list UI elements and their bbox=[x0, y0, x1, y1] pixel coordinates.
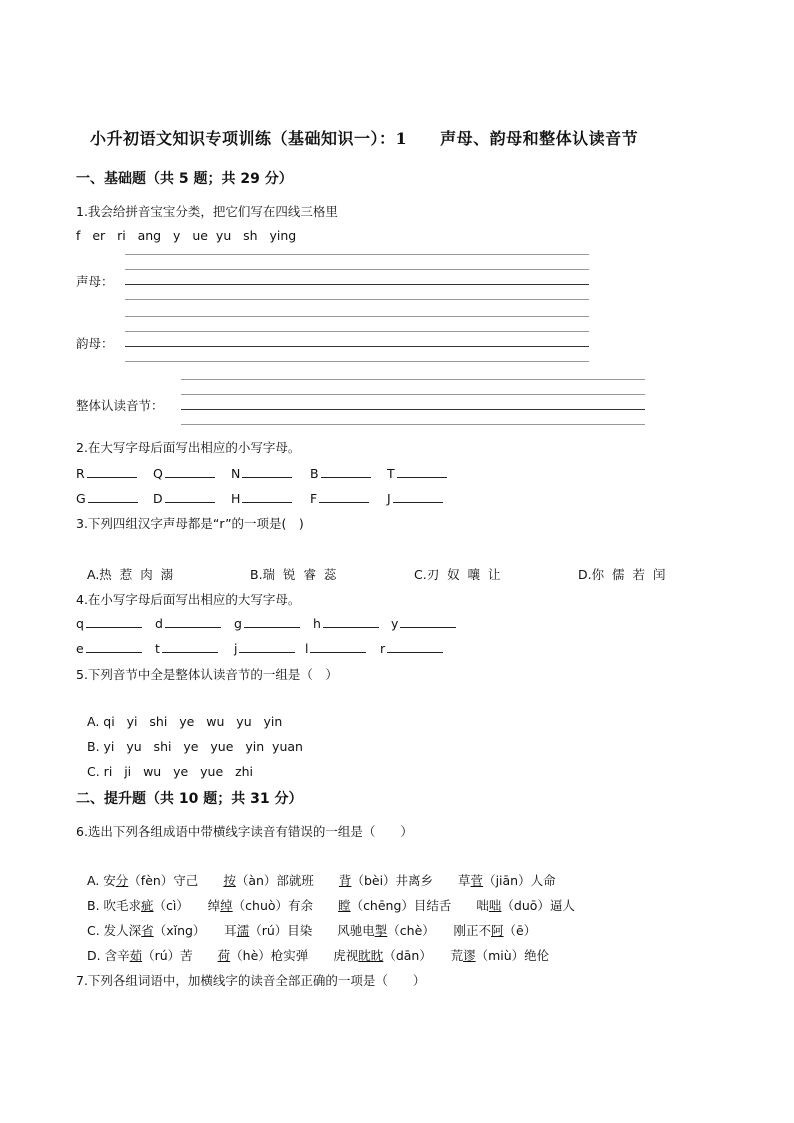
blank-item[interactable]: H bbox=[231, 490, 292, 506]
question-6-text: 6.选出下列各组成语中带横线字读音有错误的一组是（ ） bbox=[76, 824, 413, 839]
blank-item[interactable]: R bbox=[76, 465, 137, 481]
question-5-option-a[interactable]: A. qi yi shi ye wu yu yin bbox=[87, 714, 283, 729]
question-5-text: 5.下列音节中全是整体认读音节的一组是（ ） bbox=[76, 667, 338, 682]
question-2-text: 2.在大写字母后面写出相应的小写字母。 bbox=[76, 440, 301, 455]
question-3-option-c[interactable]: C.刃 奴 嚷 让 bbox=[414, 567, 501, 582]
label-shengmu: 声母： bbox=[76, 274, 114, 289]
blank-item[interactable]: T bbox=[387, 465, 447, 481]
blank-item[interactable]: J bbox=[387, 490, 443, 506]
section-heading-basic: 一、基础题（共 5 题；共 29 分） bbox=[76, 171, 293, 187]
question-6-option-b[interactable]: B. 吹毛求疵（cì） 绰绰（chuò）有余 瞠（chēng）目结舌 咄咄（duō）逼人 bbox=[87, 898, 575, 913]
blank-item[interactable]: G bbox=[76, 490, 138, 506]
blank-item[interactable]: h bbox=[313, 615, 379, 631]
blank-item[interactable]: D bbox=[153, 490, 215, 506]
label-yunmu: 韵母： bbox=[76, 336, 114, 351]
blank-item[interactable]: F bbox=[310, 490, 369, 506]
question-4-text: 4.在小写字母后面写出相应的大写字母。 bbox=[76, 592, 301, 607]
label-zhengti: 整体认读音节： bbox=[76, 398, 164, 413]
question-6-option-c[interactable]: C. 发人深省（xǐng） 耳濡（rú）目染 风驰电掣（chè） 刚正不阿（ē） bbox=[87, 923, 537, 938]
question-1-items: f er ri ang y ue yu sh ying bbox=[76, 228, 297, 243]
question-6-option-a[interactable]: A. 安分（fèn）守己 按（àn）部就班 背（bèi）井离乡 草菅（jiān）人命 bbox=[87, 873, 556, 888]
blank-item[interactable]: B bbox=[310, 465, 371, 481]
page-title: 小升初语文知识专项训练（基础知识一）：1 声母、韵母和整体认读音节 bbox=[90, 129, 639, 148]
blank-item[interactable]: q bbox=[76, 615, 142, 631]
blank-item[interactable]: t bbox=[155, 640, 218, 656]
blank-item[interactable]: e bbox=[76, 640, 142, 656]
question-1-text: 1.我会给拼音宝宝分类，把它们写在四线三格里 bbox=[76, 204, 338, 219]
question-7-text: 7.下列各组词语中，加横线字的读音全部正确的一项是（ ） bbox=[76, 973, 426, 988]
blank-item[interactable]: d bbox=[155, 615, 221, 631]
question-3-option-b[interactable]: B.瑞 锐 睿 蕊 bbox=[250, 567, 337, 582]
blank-item[interactable]: y bbox=[391, 615, 456, 631]
blank-item[interactable]: g bbox=[234, 615, 300, 631]
blank-item[interactable]: l bbox=[305, 640, 366, 656]
question-5-option-b[interactable]: B. yi yu shi ye yue yin yuan bbox=[87, 739, 303, 754]
blank-item[interactable]: Q bbox=[153, 465, 215, 481]
question-6-option-d[interactable]: D. 含辛茹（rú）苦 荷（hè）枪实弹 虎视眈眈（dān） 荒谬（miù）绝伦 bbox=[87, 948, 550, 963]
question-3-option-a[interactable]: A.热 惹 肉 溺 bbox=[87, 567, 174, 582]
question-3-option-d[interactable]: D.你 儒 若 闰 bbox=[578, 567, 666, 582]
blank-item[interactable]: r bbox=[380, 640, 443, 656]
blank-item[interactable]: N bbox=[231, 465, 292, 481]
section-heading-advanced: 二、提升题（共 10 题；共 31 分） bbox=[76, 791, 303, 807]
blank-item[interactable]: j bbox=[234, 640, 295, 656]
question-3-text: 3.下列四组汉字声母都是“r”的一项是( ) bbox=[76, 516, 304, 531]
question-5-option-c[interactable]: C. ri ji wu ye yue zhi bbox=[87, 764, 254, 779]
